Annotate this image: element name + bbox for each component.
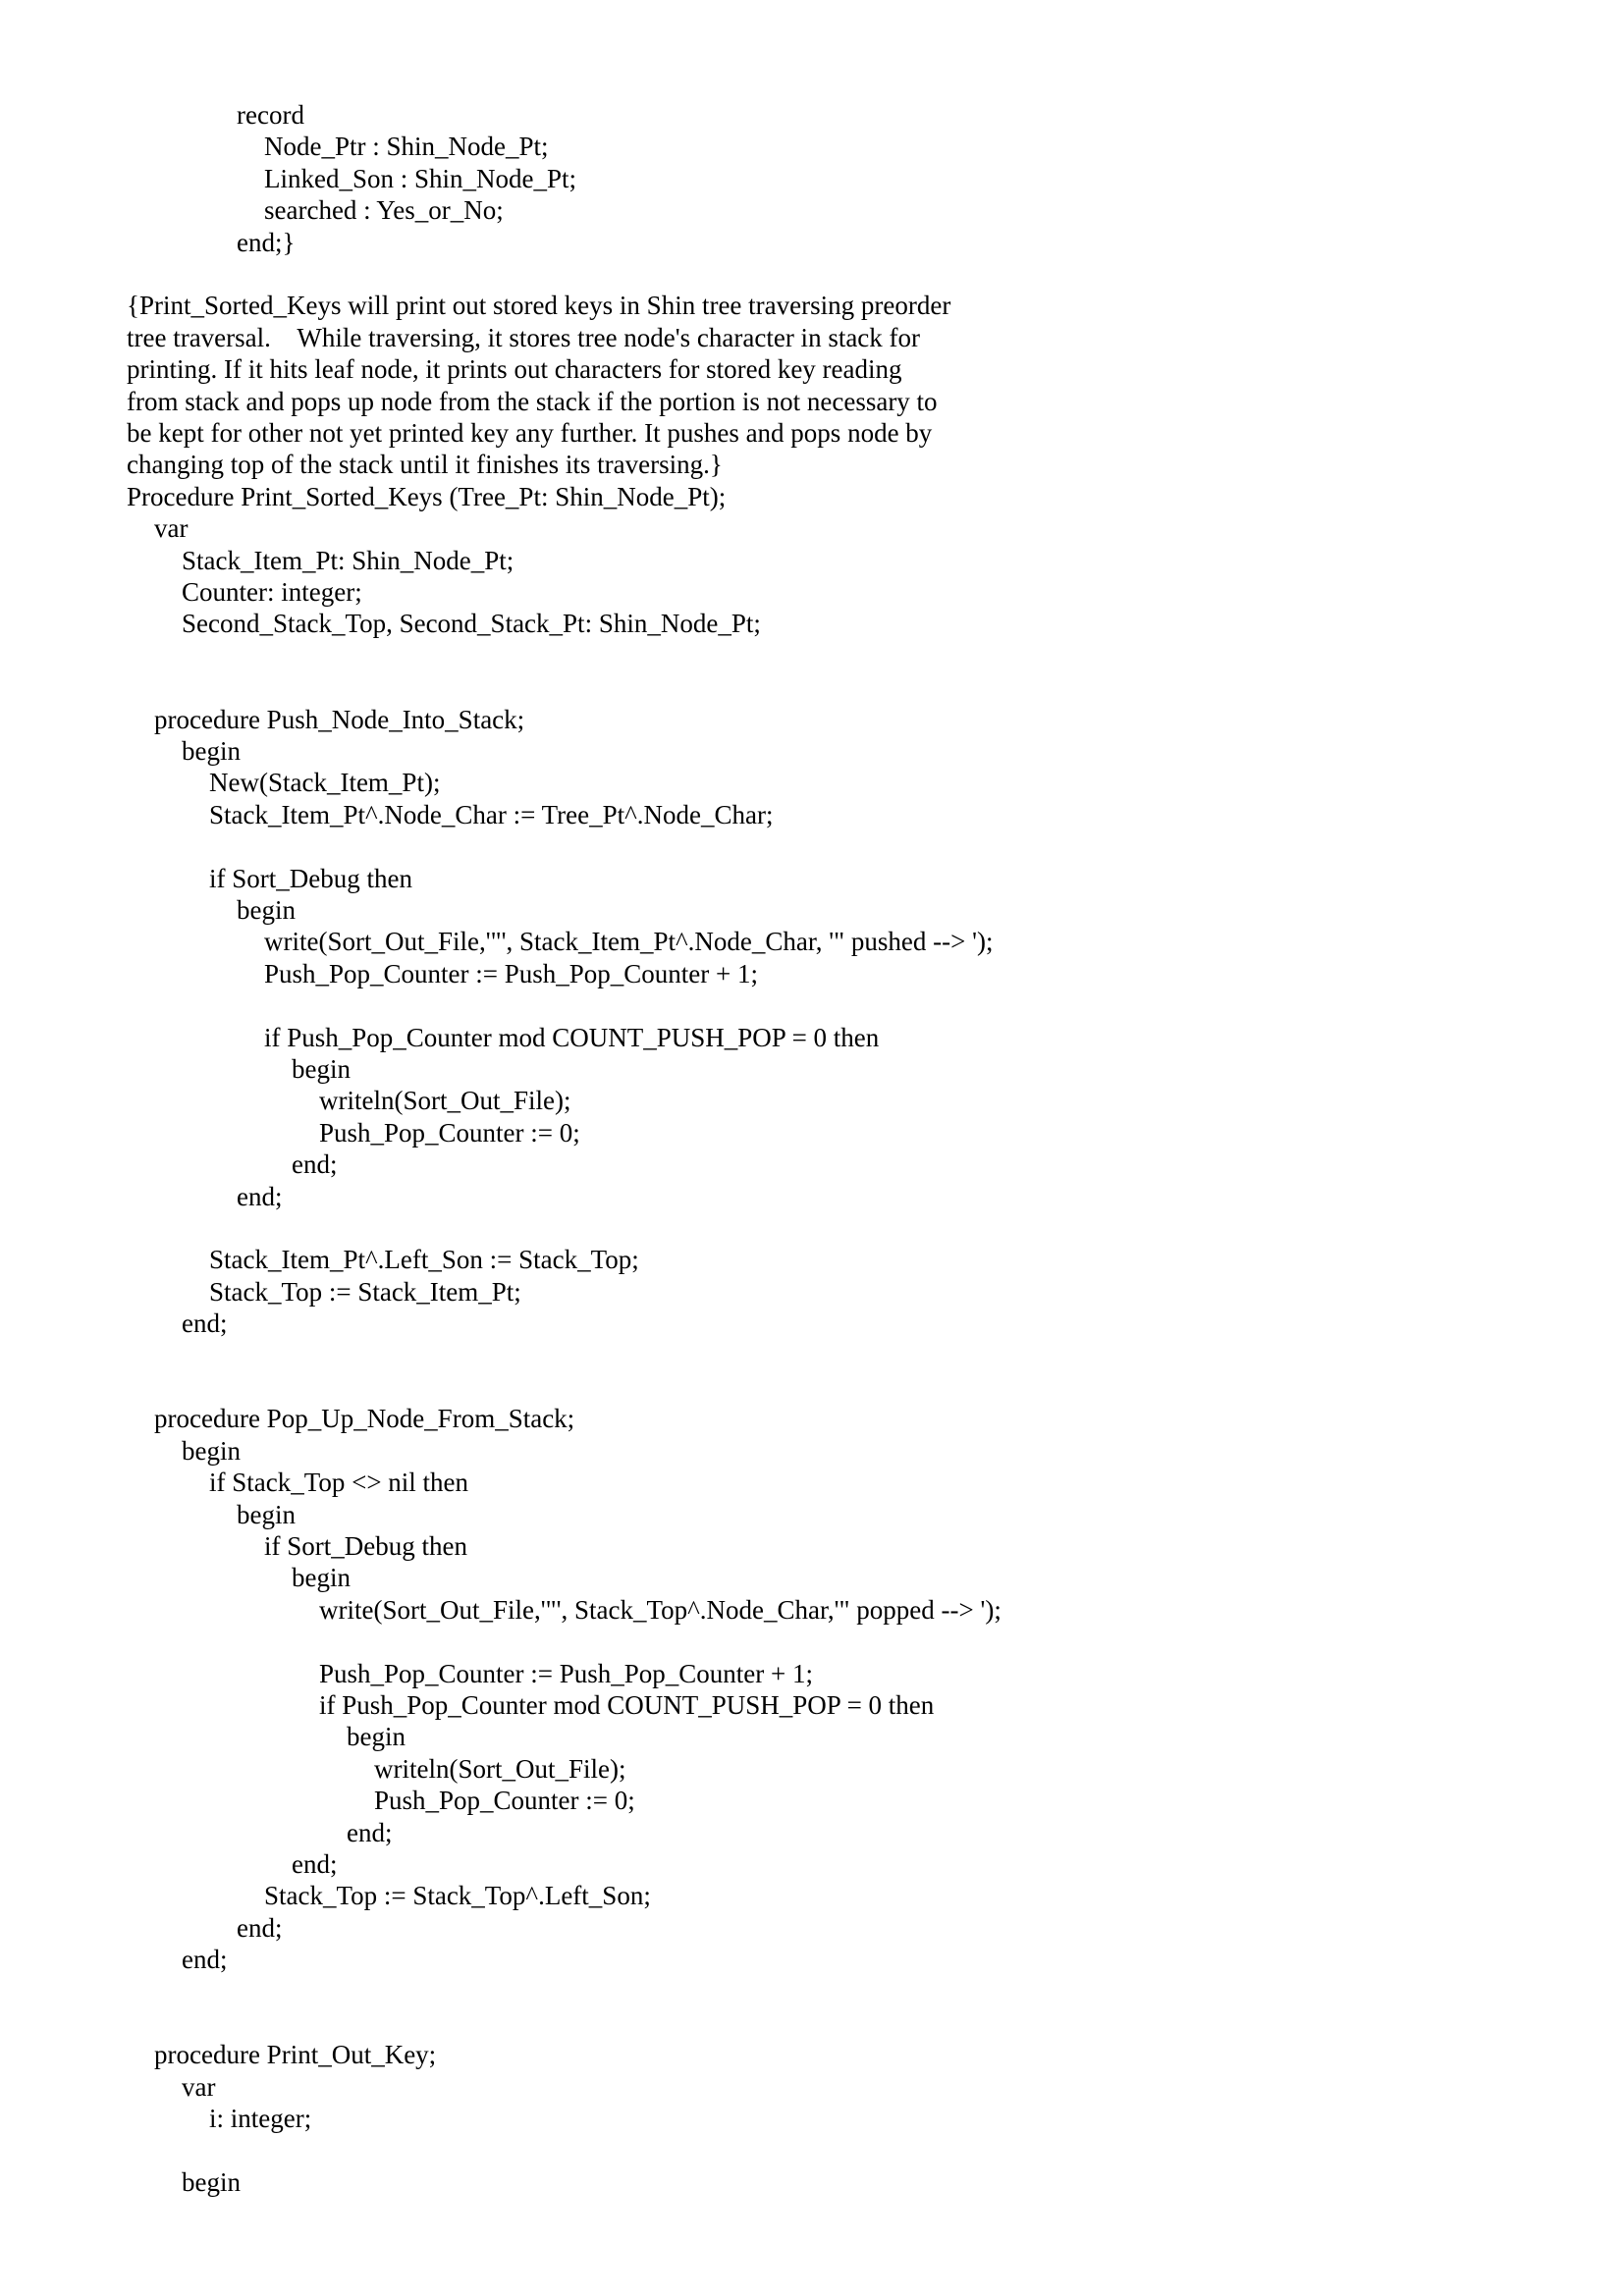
code-line: write(Sort_Out_File,'"', Stack_Top^.Node_Char,'" popped --> '); — [319, 1594, 1001, 1625]
code-line: Push_Pop_Counter := 0; — [319, 1117, 580, 1148]
code-line: changing top of the stack until it finishes its traversing.} — [127, 450, 723, 480]
code-line: Linked_Son : Shin_Node_Pt; — [264, 163, 577, 193]
code-line: if Push_Pop_Counter mod COUNT_PUSH_POP = 0 then — [264, 1022, 880, 1052]
code-line: end; — [237, 1181, 283, 1211]
code-line: printing. If it hits leaf node, it prints out characters for stored key reading — [127, 354, 902, 385]
code-line: searched : Yes_or_No; — [264, 195, 504, 226]
code-line: be kept for other not yet printed key any further. It pushes and pops node by — [127, 418, 933, 448]
code-line: tree traversal. While traversing, it stores tree node's character in stack for — [127, 322, 921, 352]
code-line: Stack_Item_Pt^.Node_Char := Tree_Pt^.Node_Char; — [209, 799, 774, 829]
code-line: end; — [182, 1308, 228, 1339]
code-line: procedure Push_Node_Into_Stack; — [154, 704, 525, 734]
code-line: begin — [182, 2167, 241, 2197]
code-line: Stack_Item_Pt: Shin_Node_Pt; — [182, 545, 514, 575]
code-line: Push_Pop_Counter := 0; — [374, 1786, 635, 1816]
code-line: if Sort_Debug then — [209, 863, 412, 893]
code-line: Push_Pop_Counter := Push_Pop_Counter + 1; — [319, 1658, 814, 1688]
code-line: if Stack_Top <> nil then — [209, 1468, 469, 1498]
code-line: begin — [292, 1054, 351, 1084]
code-line: i: integer; — [209, 2104, 312, 2134]
code-line: begin — [182, 736, 241, 766]
code-line: begin — [292, 1563, 351, 1593]
code-line: Stack_Top := Stack_Top^.Left_Son; — [264, 1881, 651, 1911]
code-line: Stack_Top := Stack_Item_Pt; — [209, 1276, 521, 1307]
code-line: New(Stack_Item_Pt); — [209, 768, 441, 798]
code-line: Stack_Item_Pt^.Left_Son := Stack_Top; — [209, 1245, 639, 1275]
code-line: if Sort_Debug then — [264, 1531, 467, 1561]
code-line: Counter: integer; — [182, 577, 362, 607]
code-line: end; — [237, 1912, 283, 1943]
code-line: write(Sort_Out_File,'"', Stack_Item_Pt^.Node_Char, '" pushed --> '); — [264, 927, 994, 957]
code-line: writeln(Sort_Out_File); — [374, 1753, 626, 1784]
code-line: Second_Stack_Top, Second_Stack_Pt: Shin_Node_Pt; — [182, 609, 761, 639]
code-line: end; — [182, 1945, 228, 1975]
code-line: record — [237, 100, 304, 130]
code-line: Node_Ptr : Shin_Node_Pt; — [264, 132, 549, 162]
code-line: procedure Pop_Up_Node_From_Stack; — [154, 1404, 575, 1434]
code-line: Push_Pop_Counter := Push_Pop_Counter + 1; — [264, 958, 759, 988]
code-line: var — [154, 513, 189, 544]
code-line: begin — [347, 1722, 406, 1752]
code-line: if Push_Pop_Counter mod COUNT_PUSH_POP = 0 then — [319, 1690, 935, 1720]
code-line: procedure Print_Out_Key; — [154, 2040, 437, 2070]
code-line: end;} — [237, 227, 296, 257]
code-line: end; — [347, 1817, 393, 1847]
code-line: {Print_Sorted_Keys will print out stored keys in Shin tree traversing preorder — [127, 291, 951, 321]
code-line: end; — [292, 1849, 338, 1879]
code-line: begin — [237, 1499, 296, 1529]
code-line: begin — [182, 1435, 241, 1466]
code-line: Procedure Print_Sorted_Keys (Tree_Pt: Shin_Node_Pt); — [127, 481, 727, 511]
code-line: from stack and pops up node from the stack if the portion is not necessary to — [127, 386, 938, 416]
code-line: writeln(Sort_Out_File); — [319, 1086, 571, 1116]
code-line: begin — [237, 895, 296, 925]
code-line: var — [182, 2071, 216, 2102]
code-line: end; — [292, 1149, 338, 1180]
